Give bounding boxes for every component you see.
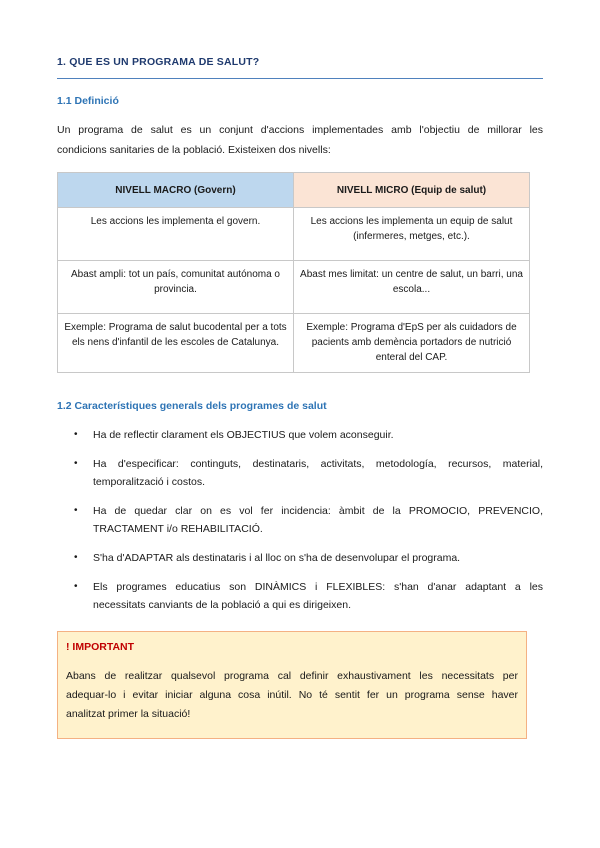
important-line-1: Abans de realitzar qualsevol programa cal definir exhaustivament les necessitats per xyxy=(66,670,518,682)
important-title: ! IMPORTANT xyxy=(66,641,135,653)
list-item xyxy=(57,455,543,491)
definition-line-1: Un programa de salut es un conjunt d'accions implementades amb l'objectiu de millorar les xyxy=(57,124,543,136)
bullet-icon: • xyxy=(74,552,78,563)
list-item xyxy=(57,578,543,614)
list-item-text: Ha de quedar clar on es vol fer incidencia: àmbit de la PROMOCIO, PREVENCIO, xyxy=(93,505,543,517)
table-cell: Les accions les implementa un equip de salut (infermeres, metges, etc.). xyxy=(294,208,530,261)
section-title: 1. QUE ES UN PROGRAMA DE SALUT? xyxy=(57,56,260,68)
section-title-rule xyxy=(57,78,543,79)
bullet-icon: • xyxy=(74,429,78,440)
levels-table xyxy=(57,172,530,373)
table-cell: Abast mes limitat: un centre de salut, un barri, una escola... xyxy=(294,261,530,314)
list-item-text: temporalització i costos. xyxy=(93,476,206,488)
list-item-text: S'ha d'ADAPTAR als destinataris i al lloc on s'ha de desenvolupar el programa. xyxy=(93,552,461,564)
table-cell: Exemple: Programa de salut bucodental per a tots els nens d'infantil de les escoles de Catalunya. xyxy=(58,314,294,373)
important-text xyxy=(66,667,518,724)
list-item-text: Ha d'especificar: continguts, destinataris, activitats, metodología, recursos, material, xyxy=(93,458,543,470)
table-cell: Les accions les implementa el govern. xyxy=(58,208,294,261)
levels-table-header xyxy=(58,173,530,208)
table-row xyxy=(58,208,530,261)
list-item-text: necessitats canviants de la població a qui es dirigeixen. xyxy=(93,599,351,611)
list-item xyxy=(57,502,543,538)
list-item-text: Ha de reflectir clarament els OBJECTIUS que volem aconseguir. xyxy=(93,429,394,441)
characteristics-heading: 1.2 Característiques generals dels programes de salut xyxy=(57,400,327,412)
important-line-2: adequar-lo i evitar iniciar alguna cosa inútil. No té sentit fer un programa sense haver xyxy=(66,689,518,701)
table-row xyxy=(58,314,530,373)
list-item xyxy=(57,549,543,567)
header-micro: NIVELL MICRO (Equip de salut) xyxy=(294,173,530,208)
list-item-text: Els programes educatius son DINÀMICS i FLEXIBLES: s'han d'anar adaptant a les xyxy=(93,581,543,593)
table-cell: Exemple: Programa d'EpS per als cuidadors de pacients amb demència portadors de nutrició enteral del CAP. xyxy=(294,314,530,373)
characteristics-list xyxy=(57,426,543,625)
definition-paragraph xyxy=(57,120,543,160)
table-cell: Abast ampli: tot un país, comunitat autónoma o provincia. xyxy=(58,261,294,314)
bullet-icon: • xyxy=(74,458,78,469)
definition-line-2: condicions sanitaries de la població. Existeixen dos nivells: xyxy=(57,144,331,156)
table-row xyxy=(58,261,530,314)
bullet-icon: • xyxy=(74,581,78,592)
bullet-icon: • xyxy=(74,505,78,516)
list-item xyxy=(57,426,543,444)
important-callout xyxy=(57,631,527,739)
list-item-text: TRACTAMENT i/o REHABILITACIÓ. xyxy=(93,523,263,535)
header-macro: NIVELL MACRO (Govern) xyxy=(58,173,294,208)
definition-heading: 1.1 Definició xyxy=(57,95,119,107)
important-line-3: analitzat primer la situació! xyxy=(66,708,191,720)
